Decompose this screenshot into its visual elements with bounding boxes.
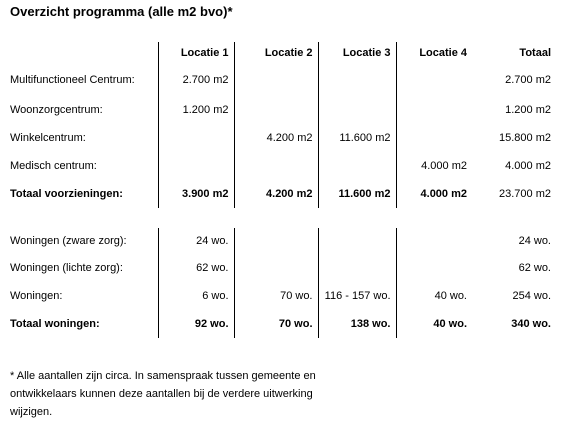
table-cell: 4.000 m2 <box>505 159 551 172</box>
program-table <box>10 42 551 338</box>
table-cell <box>158 152 234 180</box>
table-cell: 254 wo. <box>512 289 551 302</box>
table-cell: 4.000 m2 <box>396 152 472 180</box>
table-cell <box>234 152 318 180</box>
footnote: * Alle aantallen zijn circa. In samenspraak tussen gemeente en ontwikkelaars kunnen deze aantallen bij de verdere uitwerking wijzigen. <box>10 370 316 418</box>
table-cell <box>396 64 472 96</box>
table-cell <box>318 228 396 254</box>
table-cell: 40 wo. <box>396 282 472 310</box>
table-row <box>10 282 551 310</box>
table-cell: 4.200 m2 <box>234 124 318 152</box>
table-cell <box>318 96 396 124</box>
table-row <box>10 96 551 124</box>
table-cell <box>234 228 318 254</box>
table-cell: 2.700 m2 <box>158 64 234 96</box>
table-cell: 4.000 m2 <box>396 180 472 208</box>
table-cell: 70 wo. <box>234 310 318 338</box>
header-label-cell <box>10 42 158 64</box>
table-cell <box>318 152 396 180</box>
table-cell <box>234 64 318 96</box>
row-label: Totaal woningen: <box>10 317 100 330</box>
table-cell <box>396 124 472 152</box>
table-cell: 6 wo. <box>158 282 234 310</box>
row-label: Woningen (lichte zorg): <box>10 261 123 274</box>
column-header-locatie-3: Locatie 3 <box>318 42 396 64</box>
table-cell: 70 wo. <box>234 282 318 310</box>
table-cell: 24 wo. <box>518 234 551 247</box>
table-cell: 1.200 m2 <box>505 103 551 116</box>
table-cell: 23.700 m2 <box>499 187 551 200</box>
table-cell <box>158 124 234 152</box>
table-cell: 62 wo. <box>158 254 234 282</box>
table-cell: 138 wo. <box>318 310 396 338</box>
table-cell <box>318 254 396 282</box>
table-cell: 40 wo. <box>396 310 472 338</box>
column-header-locatie-4: Locatie 4 <box>396 42 472 64</box>
page-title: Overzicht programma (alle m2 bvo)* <box>10 4 233 19</box>
row-label: Woonzorgcentrum: <box>10 103 103 116</box>
table-cell: 1.200 m2 <box>158 96 234 124</box>
table-row <box>10 124 551 152</box>
table-cell: 24 wo. <box>158 228 234 254</box>
housing-total-row <box>10 310 551 338</box>
column-header-locatie-1: Locatie 1 <box>158 42 234 64</box>
table-cell: 116 - 157 wo. <box>318 282 396 310</box>
table-row <box>10 254 551 282</box>
header-row <box>10 42 551 64</box>
table-cell: 4.200 m2 <box>234 180 318 208</box>
table-cell: 62 wo. <box>518 261 551 274</box>
table-cell: 11.600 m2 <box>318 124 396 152</box>
row-label: Woningen (zware zorg): <box>10 234 127 247</box>
table-cell <box>234 96 318 124</box>
table-cell <box>396 254 472 282</box>
column-header-locatie-2: Locatie 2 <box>234 42 318 64</box>
table-cell: 15.800 m2 <box>499 131 551 144</box>
table-cell <box>318 64 396 96</box>
table-cell <box>396 96 472 124</box>
table-row <box>10 152 551 180</box>
row-label: Winkelcentrum: <box>10 131 86 144</box>
row-label: Medisch centrum: <box>10 159 97 172</box>
table-cell: 92 wo. <box>158 310 234 338</box>
row-label: Multifunctioneel Centrum: <box>10 73 135 86</box>
table-row <box>10 228 551 254</box>
table-cell: 2.700 m2 <box>505 73 551 86</box>
table-cell <box>396 228 472 254</box>
row-label: Woningen: <box>10 289 63 302</box>
table-cell: 3.900 m2 <box>158 180 234 208</box>
table-cell: 11.600 m2 <box>318 180 396 208</box>
facilities-total-row <box>10 180 551 208</box>
section-gap <box>10 208 551 228</box>
table-row <box>10 64 551 96</box>
table-cell: 340 wo. <box>511 317 551 330</box>
table-cell <box>234 254 318 282</box>
column-header-totaal: Totaal <box>519 46 551 59</box>
row-label: Totaal voorzieningen: <box>10 187 123 200</box>
